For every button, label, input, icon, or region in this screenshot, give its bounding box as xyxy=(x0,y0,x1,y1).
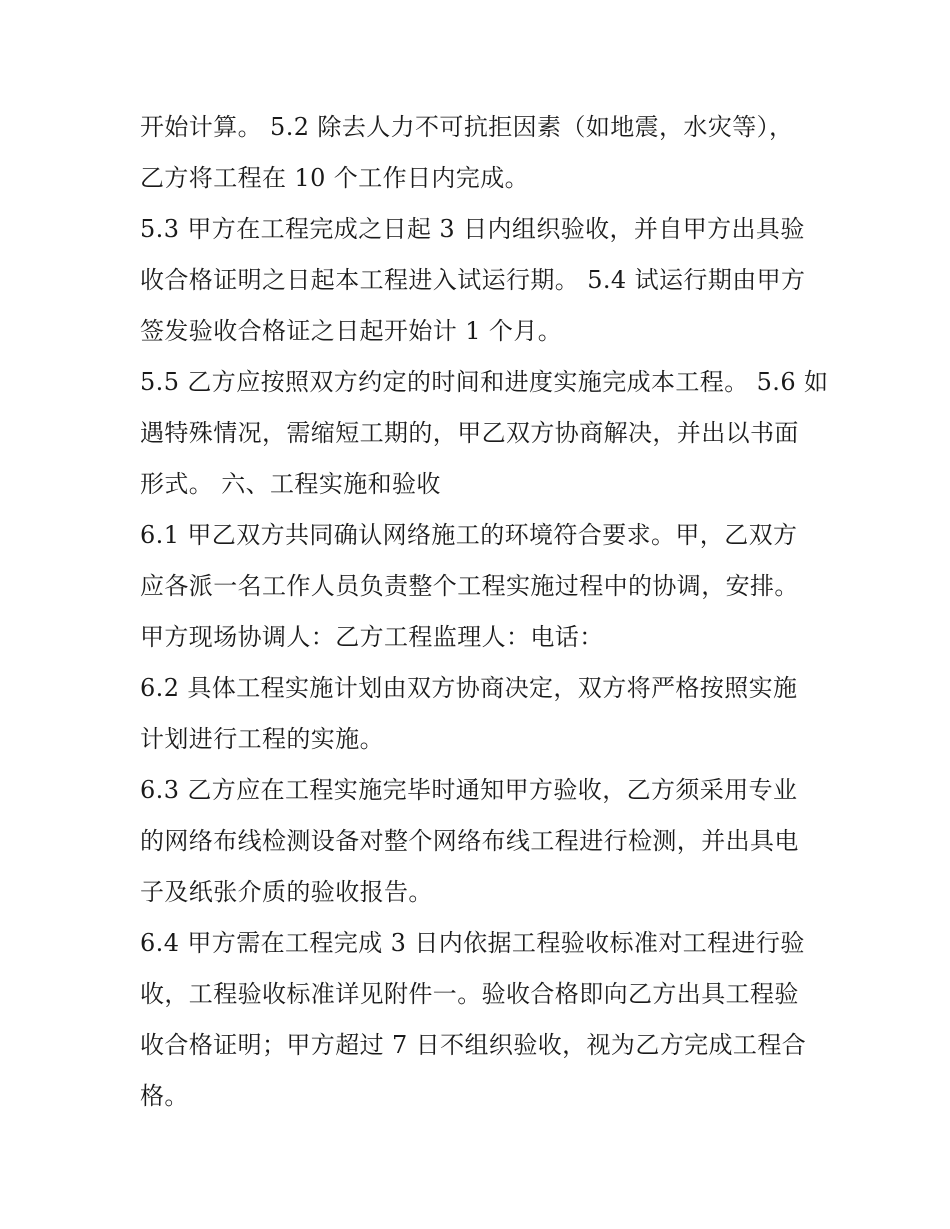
text-line: 的网络布线检测设备对整个网络布线工程进行检测，并出具电 xyxy=(140,827,799,855)
text-line: 开始计算。 5.2 除去人力不可抗拒因素（如地震，水灾等）， xyxy=(140,113,794,141)
text-line: 应各派一名工作人员负责整个工程实施过程中的协调，安排。 xyxy=(140,572,799,600)
text-line: 5.3 甲方在工程完成之日起 3 日内组织验收，并自甲方出具验 xyxy=(140,215,805,243)
text-line: 6.1 甲乙双方共同确认网络施工的环境符合要求。甲，乙双方 xyxy=(140,521,798,549)
text-line: 形式。 六、工程实施和验收 xyxy=(140,470,441,498)
text-line: 子及纸张介质的验收报告。 xyxy=(140,878,433,906)
text-line: 甲方现场协调人：乙方工程监理人：电话： xyxy=(140,623,604,651)
text-line: 6.2 具体工程实施计划由双方协商决定，双方将严格按照实施 xyxy=(140,674,798,702)
text-line: 收合格证明之日起本工程进入试运行期。 5.4 试运行期由甲方 xyxy=(140,266,806,294)
text-line: 计划进行工程的实施。 xyxy=(140,725,384,753)
text-line: 6.3 乙方应在工程实施完毕时通知甲方验收，乙方须采用专业 xyxy=(140,776,798,804)
text-line: 收合格证明；甲方超过 7 日不组织验收，视为乙方完成工程合 xyxy=(140,1031,807,1059)
text-line: 6.4 甲方需在工程完成 3 日内依据工程验收标准对工程进行验 xyxy=(140,929,805,957)
text-line: 5.5 乙方应按照双方约定的时间和进度实施完成本工程。 5.6 如 xyxy=(140,368,829,396)
text-line: 格。 xyxy=(140,1082,189,1110)
text-line: 签发验收合格证之日起开始计 1 个月。 xyxy=(140,317,563,345)
document-body xyxy=(140,102,829,1122)
text-line: 遇特殊情况，需缩短工期的，甲乙双方协商解决，并出以书面 xyxy=(140,419,799,447)
text-line: 收，工程验收标准详见附件一。验收合格即向乙方出具工程验 xyxy=(140,980,799,1008)
text-line: 乙方将工程在 10 个工作日内完成。 xyxy=(140,164,529,192)
